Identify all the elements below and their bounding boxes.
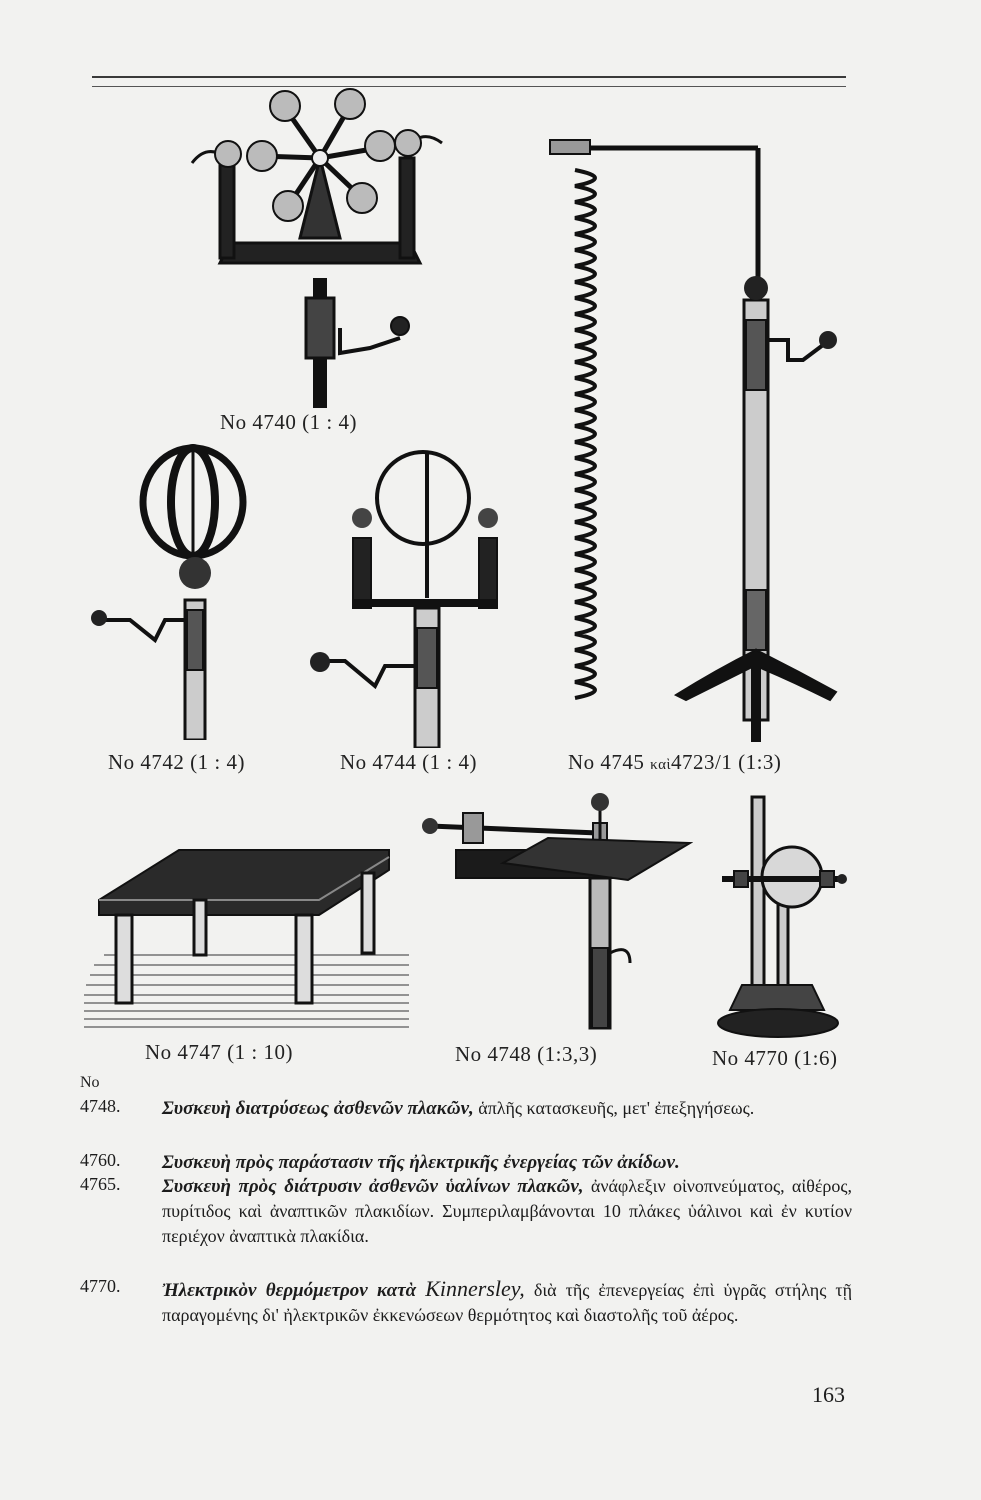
figure-4747-illustration: [84, 845, 409, 1030]
figure-4744-illustration: [305, 448, 510, 748]
figure-4740-caption: No 4740 (1 : 4): [220, 410, 357, 434]
figure-4745-caption-rest: 4723/1 (1:3): [671, 750, 782, 774]
figure-4742-caption: No 4742 (1 : 4): [108, 750, 245, 774]
entry-number: 4760.: [80, 1150, 121, 1170]
entry-number: 4765.: [80, 1174, 121, 1194]
figure-4744-caption: No 4744 (1 : 4): [340, 750, 477, 774]
figure-4745-illustration: [520, 130, 850, 745]
figure-4747-caption: No 4747 (1 : 10): [145, 1040, 293, 1064]
entry-description: ἀνάφλεξιν οἰνοπνεύματος, αἰθέρος, πυρίτιδος καὶ ἀναπτικῶν πλακιδίων. Συμπεριλαμβάνονται 10 πλάκες ὑάλινοι καὶ ἐν κυτίον περιέχον ἀναπτικὰ πλακίδια.: [162, 1176, 852, 1246]
entry-number: 4748.: [80, 1096, 121, 1116]
entry-text: [162, 1276, 852, 1328]
figure-4748-illustration: [418, 788, 693, 1033]
figure-4745-caption-kai: καὶ: [650, 757, 671, 773]
entry-title: Συσκευὴ πρὸς διάτρυσιν ἀσθενῶν ὑαλίνων πλακῶν,: [162, 1176, 584, 1197]
entry-name: Kinnersley,: [425, 1276, 525, 1301]
entry-description: ἁπλῆς κατασκευῆς, μετ' ἐπεξηγήσεως.: [473, 1098, 755, 1118]
figure-4770-illustration: [712, 795, 852, 1040]
page-number: 163: [812, 1382, 845, 1407]
figure-4745-caption-main: No 4745: [568, 750, 645, 774]
entry-text: [162, 1096, 852, 1121]
top-rule: [92, 76, 846, 78]
figure-4770-caption: No 4770 (1:6): [712, 1046, 838, 1070]
top-rule-thin: [92, 86, 846, 87]
figure-4748-caption: No 4748 (1:3,3): [455, 1042, 598, 1066]
entry-title: Ἠλεκτρικὸν θερμόμετρον κατὰ: [162, 1280, 417, 1301]
number-column-header: No: [80, 1074, 100, 1091]
entry-description: διὰ τῆς ἐπενεργείας ἐπὶ ὑγρᾶς στήλης τῇ παραγομένης δι' ἠλεκτρικῶν ἐκκενώσεων θερμότητος καὶ διαστολῆς τοῦ ἀέρος.: [162, 1280, 853, 1325]
entry-title: Συσκευὴ διατρύσεως ἀσθενῶν πλακῶν,: [162, 1098, 474, 1119]
entry-number: 4770.: [80, 1276, 121, 1296]
figure-4745-caption: [568, 750, 781, 775]
figure-4740-illustration: [180, 88, 460, 408]
figure-4742-illustration: [85, 440, 255, 740]
entry-text: [162, 1150, 852, 1175]
entry-text: [162, 1174, 852, 1249]
entry-title: Συσκευὴ πρὸς παράστασιν τῆς ἠλεκτρικῆς ἐνεργείας τῶν ἀκίδων.: [162, 1152, 680, 1173]
